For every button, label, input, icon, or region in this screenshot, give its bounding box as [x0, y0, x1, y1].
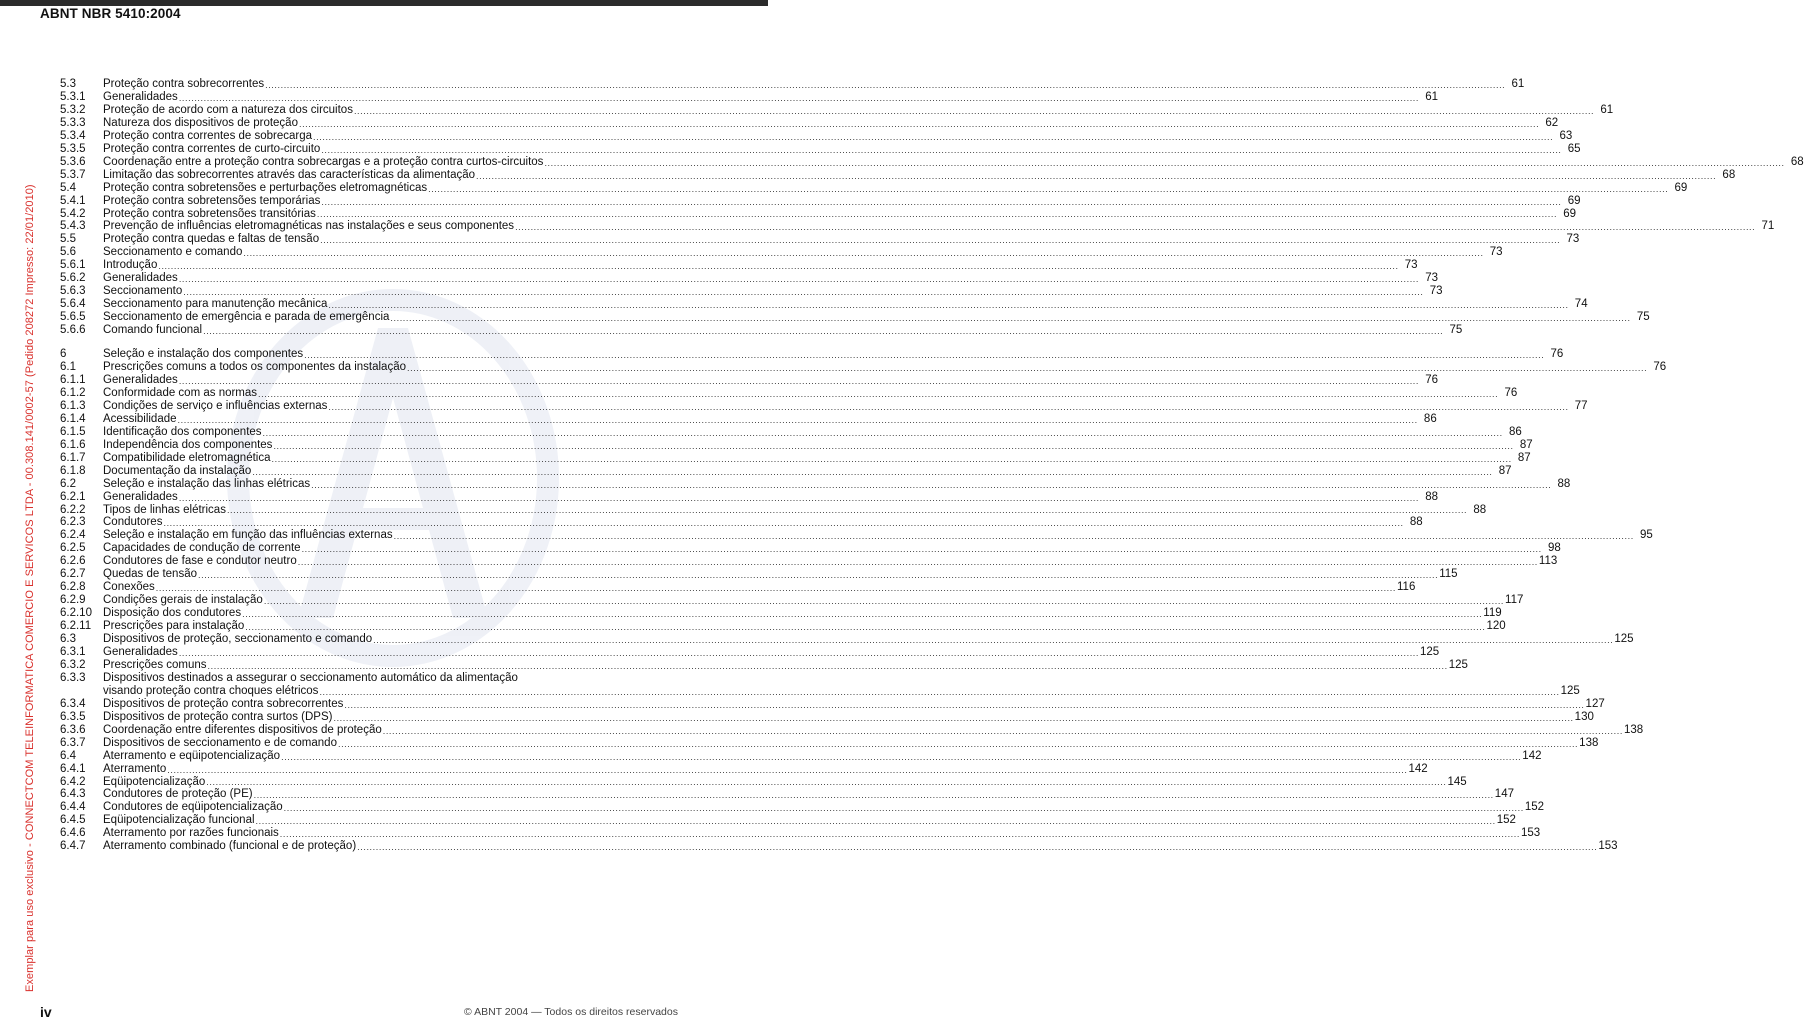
toc-entry-page: 147	[1494, 788, 1514, 801]
toc-entry-number: 5.6.5	[60, 311, 86, 324]
toc-entry[interactable]	[60, 259, 1418, 272]
toc-entry[interactable]	[60, 116, 1559, 130]
toc-entry-title: Eqüipotencialização	[103, 775, 206, 788]
toc-entry-page: 117	[1505, 594, 1524, 607]
toc-dot-leader: ................................................................................................................................................................................................................................................................................................................................................................................................................	[544, 157, 1785, 168]
toc-dot-leader: ................................................................................................................................................................................................................................................................................................................................................................................................................	[320, 235, 1561, 246]
toc-dot-leader: ................................................................................................................................................................................................................................................................................................................................................................................................................	[321, 144, 1562, 155]
toc-entry-page: 125	[1448, 658, 1468, 671]
toc-entry[interactable]	[60, 620, 1506, 633]
toc-entry-page: 87	[1517, 451, 1531, 464]
toc-dot-leader: ................................................................................................................................................................................................................................................................................................................................................................................................................	[297, 557, 1538, 568]
toc-entry-title: Generalidades	[103, 90, 178, 103]
toc-entry[interactable]	[60, 671, 1580, 698]
toc-dot-leader: ................................................................................................................................................................................................................................................................................................................................................................................................................	[178, 92, 1420, 103]
toc-dot-leader: ................................................................................................................................................................................................................................................................................................................................................................................................................	[177, 414, 1418, 425]
toc-entry-number: 6.4.4	[60, 801, 86, 814]
toc-dot-leader: ................................................................................................................................................................................................................................................................................................................................................................................................................	[428, 183, 1669, 194]
toc-entry-number: 6.4.2	[60, 775, 86, 788]
toc-dot-leader: ................................................................................................................................................................................................................................................................................................................................................................................................................	[178, 647, 1420, 658]
toc-entry-page: 87	[1498, 464, 1512, 477]
toc-entry-title: Proteção contra sobretensões transitórias	[103, 207, 316, 220]
toc-entry-title: Proteção contra sobrecorrentes	[103, 78, 265, 90]
toc-entry-page: 88	[1557, 477, 1571, 490]
toc-entry-number: 6.2.1	[60, 490, 86, 503]
toc-entry-number: 5.5	[60, 233, 76, 246]
toc-entry-page: 73	[1566, 233, 1580, 246]
toc-dot-leader: ................................................................................................................................................................................................................................................................................................................................................................................................................	[245, 622, 1486, 633]
toc-dot-leader: ................................................................................................................................................................................................................................................................................................................................................................................................................	[515, 222, 1756, 233]
toc-entry[interactable]	[60, 373, 1439, 387]
toc-entry-page: 69	[1674, 181, 1688, 194]
toc-entry-title: Conexões	[103, 581, 155, 594]
toc-entry-page: 77	[1574, 399, 1588, 412]
toc-dot-leader: ................................................................................................................................................................................................................................................................................................................................................................................................................	[281, 751, 1522, 762]
toc-entry-number: 6.4.5	[60, 814, 86, 827]
toc-entry-page: 86	[1508, 425, 1522, 438]
toc-entry-number: 6.1.5	[60, 425, 86, 438]
toc-entry[interactable]	[60, 633, 1634, 646]
toc-entry-page: 120	[1486, 620, 1506, 633]
toc-entry-number: 6.4.7	[60, 840, 86, 853]
toc-entry[interactable]	[60, 490, 1439, 504]
toc-entry-title: Generalidades	[103, 490, 178, 503]
toc-dot-leader: ................................................................................................................................................................................................................................................................................................................................................................................................................	[313, 131, 1554, 142]
toc-entry-number: 6.1.2	[60, 386, 86, 399]
toc-entry-page: 127	[1585, 697, 1605, 710]
toc-entry-title: Seccionamento de emergência e parada de emergência	[103, 311, 390, 324]
toc-entry[interactable]	[60, 840, 1618, 853]
toc-entry-number: 6.2.6	[60, 555, 86, 568]
toc-entry-number: 6.4.6	[60, 827, 86, 840]
toc-entry-page: 125	[1420, 645, 1440, 658]
toc-dot-leader: ................................................................................................................................................................................................................................................................................................................................................................................................................	[255, 816, 1496, 827]
toc-entry[interactable]	[60, 78, 1525, 91]
toc-entry-page: 138	[1579, 736, 1599, 749]
toc-entry-title: Dispositivos de proteção, seccionamento e comando	[103, 633, 373, 646]
toc-entry-title: Generalidades	[103, 645, 178, 658]
toc-entry-title: Seleção e instalação dos componentes	[103, 348, 304, 361]
toc-dot-leader: ................................................................................................................................................................................................................................................................................................................................................................................................................	[279, 829, 1520, 840]
side-watermark: Exemplar para uso exclusivo - CONNECTCOM TELEINFORMATICA COMERCIO E SERVICOS LTDA - 00.308.141/0002-57 (Pedido 208272 Impresso: 22/01/2010)	[24, 184, 36, 992]
toc-entry[interactable]	[60, 194, 1581, 208]
toc-entry-page: 142	[1408, 762, 1428, 775]
toc-dot-leader: ................................................................................................................................................................................................................................................................................................................................................................................................................	[253, 790, 1494, 801]
toc-entry-title: Independência dos componentes	[103, 438, 273, 451]
toc-entry-number: 5.3.7	[60, 168, 86, 181]
toc-entry-title: Eqüipotencialização funcional	[103, 814, 255, 827]
toc-entry-title: Proteção contra correntes de curto-circuito	[103, 142, 321, 155]
toc-entry-title: Identificação dos componentes	[103, 425, 262, 438]
toc-entry-page: 152	[1496, 814, 1516, 827]
footer-copyright: © ABNT 2004 — Todos os direitos reservados	[464, 1006, 678, 1018]
toc-entry[interactable]	[60, 775, 1467, 789]
toc-entry[interactable]	[60, 311, 1650, 324]
toc-entry-number: 6.2.7	[60, 568, 86, 581]
toc-dot-leader: ................................................................................................................................................................................................................................................................................................................................................................................................................	[203, 326, 1444, 337]
toc-dot-leader: ................................................................................................................................................................................................................................................................................................................................................................................................................	[390, 313, 1631, 324]
toc-entry-title: Disposição dos condutores	[103, 607, 242, 620]
toc-entry-number: 5.3	[60, 78, 76, 90]
toc-entry[interactable]	[60, 103, 1614, 117]
toc-entry-number: 6.4.3	[60, 788, 86, 801]
toc-entry[interactable]	[60, 736, 1599, 750]
toc-entry[interactable]	[60, 568, 1458, 581]
toc-entry[interactable]	[60, 607, 1502, 620]
toc-entry[interactable]	[60, 503, 1487, 517]
toc-dot-leader: ................................................................................................................................................................................................................................................................................................................................................................................................................	[243, 248, 1484, 259]
toc-entry-number: 6.3.1	[60, 645, 86, 658]
toc-entry-number: 6.1.7	[60, 451, 86, 464]
toc-entry[interactable]	[60, 181, 1688, 195]
toc-entry-page: 145	[1447, 775, 1467, 788]
toc-entry-title: Generalidades	[103, 272, 178, 285]
toc-entry-number: 6.1.6	[60, 438, 86, 451]
toc-entry-title: Condutores	[103, 516, 163, 529]
toc-entry-number: 5.6.4	[60, 298, 86, 311]
toc-entry-title: Capacidades de condução de corrente	[103, 542, 301, 555]
toc-entry-number: 6.3.7	[60, 736, 86, 749]
toc-dot-leader: ................................................................................................................................................................................................................................................................................................................................................................................................................	[328, 401, 1569, 412]
toc-entry-number: 6.3	[60, 633, 76, 646]
toc-entry-number: 6.4	[60, 749, 76, 762]
toc-entry-page: 68	[1722, 168, 1736, 181]
toc-entry-number: 6.2.3	[60, 516, 86, 529]
toc-entry-page: 113	[1538, 555, 1558, 568]
toc-entry-page: 76	[1653, 361, 1667, 374]
toc-entry-title: Dispositivos de proteção contra surtos (DPS)	[103, 710, 333, 723]
toc-dot-leader: ................................................................................................................................................................................................................................................................................................................................................................................................................	[183, 287, 1424, 298]
toc-dot-leader: ................................................................................................................................................................................................................................................................................................................................................................................................................	[158, 261, 1399, 272]
toc-entry[interactable]	[60, 723, 1644, 737]
toc-entry[interactable]	[60, 129, 1573, 143]
toc-entry-number: 5.3.6	[60, 155, 86, 168]
toc-dot-leader: ................................................................................................................................................................................................................................................................................................................................................................................................................	[301, 544, 1542, 555]
toc-dot-leader: ................................................................................................................................................................................................................................................................................................................................................................................................................	[155, 583, 1396, 594]
toc-entry[interactable]	[60, 788, 1514, 801]
toc-dot-leader: ................................................................................................................................................................................................................................................................................................................................................................................................................	[178, 274, 1420, 285]
toc-dot-leader: ................................................................................................................................................................................................................................................................................................................................................................................................................	[242, 609, 1483, 620]
toc-entry-page: 76	[1504, 386, 1518, 399]
toc-entry-number: 5.4.1	[60, 194, 86, 207]
toc-dot-leader: ................................................................................................................................................................................................................................................................................................................................................................................................................	[316, 209, 1558, 220]
toc-entry-number: 5.6.2	[60, 272, 86, 285]
toc-entry-title: Proteção contra sobretensões e perturbações eletromagnéticas	[103, 181, 428, 194]
toc-entry-title: Generalidades	[103, 373, 178, 386]
toc-entry[interactable]	[60, 142, 1581, 156]
toc-entry[interactable]	[60, 272, 1439, 285]
toc-entry-title: Seccionamento	[103, 285, 183, 298]
toc-entry-title: Condições gerais de instalação	[103, 594, 263, 607]
toc-entry-number: 5.4.3	[60, 220, 86, 233]
toc-dot-leader: ................................................................................................................................................................................................................................................................................................................................................................................................................	[262, 427, 1503, 438]
toc-dot-leader: ................................................................................................................................................................................................................................................................................................................................................................................................................	[178, 492, 1420, 503]
toc-entry-number: 6.3.4	[60, 697, 86, 710]
toc-entry-title: Seccionamento para manutenção mecânica	[103, 298, 328, 311]
toc-entry-title: Aterramento por razões funcionais	[103, 827, 279, 840]
toc-entry-page: 75	[1449, 324, 1463, 337]
toc-entry-number: 5.3.1	[60, 90, 86, 103]
toc-entry-number: 5.6.3	[60, 285, 86, 298]
toc-entry[interactable]	[60, 827, 1541, 840]
toc-entry[interactable]	[60, 412, 1437, 426]
toc-entry-number: 5.4.2	[60, 207, 86, 220]
toc-dot-leader: ................................................................................................................................................................................................................................................................................................................................................................................................................	[321, 196, 1562, 207]
toc-entry-page: 73	[1425, 272, 1439, 285]
toc-entry-page: 71	[1761, 220, 1775, 233]
toc-entry[interactable]	[60, 324, 1463, 337]
toc-entry-page: 61	[1511, 78, 1525, 90]
toc-dot-leader: ................................................................................................................................................................................................................................................................................................................................................................................................................	[271, 453, 1512, 464]
toc-entry-page: 69	[1567, 194, 1581, 207]
toc-entry-title: Dispositivos destinados a assegurar o seccionamento automático da alimentação	[103, 671, 518, 684]
toc-entry-title: Aterramento e eqüipotencialização	[103, 749, 281, 762]
toc-entry-title: Condições de serviço e influências externas	[103, 399, 328, 412]
toc-dot-leader: ................................................................................................................................................................................................................................................................................................................................................................................................................	[311, 479, 1552, 490]
toc-entry[interactable]	[60, 658, 1468, 672]
toc-entry[interactable]	[60, 710, 1594, 724]
toc-entry[interactable]	[60, 155, 1804, 169]
toc-entry-page: 125	[1614, 633, 1634, 646]
toc-entry-number: 5.3.5	[60, 142, 86, 155]
toc-entry[interactable]	[60, 399, 1588, 413]
toc-dot-leader: ................................................................................................................................................................................................................................................................................................................................................................................................................	[373, 634, 1614, 645]
toc-entry-title: Condutores de fase e condutor neutro	[103, 555, 297, 568]
toc-entry-number: 6.2.8	[60, 581, 86, 594]
toc-entry-title: Condutores de eqüipotencialização	[103, 801, 283, 814]
toc-entry-title: Aterramento combinado (funcional e de proteção)	[103, 840, 357, 853]
toc-entry-page: 73	[1404, 259, 1418, 272]
toc-dot-leader: ................................................................................................................................................................................................................................................................................................................................................................................................................	[226, 505, 1468, 516]
toc-entry-page: 65	[1567, 142, 1581, 155]
toc-entry[interactable]	[60, 542, 1561, 555]
toc-entry-number: 6.1	[60, 361, 76, 374]
toc-entry-title: Documentação da instalação	[103, 464, 252, 477]
toc-entry-title: Proteção contra correntes de sobrecarga	[103, 129, 313, 142]
toc-entry-page: 69	[1563, 207, 1577, 220]
toc-entry-number: 6.2	[60, 477, 76, 490]
toc-entry[interactable]	[60, 762, 1428, 776]
toc-entry-page: 87	[1519, 438, 1533, 451]
toc-entry-number: 6.2.9	[60, 594, 86, 607]
toc-entry-title: Coordenação entre diferentes dispositivos de proteção	[103, 723, 382, 736]
toc-entry-page: 98	[1547, 542, 1561, 555]
toc-entry[interactable]	[60, 516, 1423, 529]
toc-entry-number: 5.6.1	[60, 259, 86, 272]
toc-entry[interactable]	[60, 90, 1439, 104]
toc-entry-page: 61	[1425, 90, 1439, 103]
toc-dot-leader: ................................................................................................................................................................................................................................................................................................................................................................................................................	[206, 777, 1447, 788]
toc-entry-title: Proteção de acordo com a natureza dos circuitos	[103, 103, 353, 116]
toc-dot-leader: ................................................................................................................................................................................................................................................................................................................................................................................................................	[407, 362, 1648, 373]
toc-dot-leader: ................................................................................................................................................................................................................................................................................................................................................................................................................	[167, 764, 1408, 775]
toc-entry-page: 125	[1560, 684, 1580, 697]
toc-entry[interactable]	[60, 555, 1558, 568]
toc-dot-leader: ................................................................................................................................................................................................................................................................................................................................................................................................................	[198, 570, 1439, 581]
toc-entry-number: 6.2.5	[60, 542, 86, 555]
toc-entry[interactable]	[60, 285, 1443, 298]
toc-entry[interactable]	[60, 233, 1580, 246]
toc-entry-number: 5.3.4	[60, 129, 86, 142]
toc-entry-title: Proteção contra quedas e faltas de tensão	[103, 233, 320, 246]
toc-entry[interactable]	[60, 697, 1605, 711]
toc-entry-title-continued: visando proteção contra choques elétricos	[103, 684, 319, 697]
toc-entry-number: 6.3.5	[60, 710, 86, 723]
toc-entry[interactable]	[60, 438, 1533, 452]
toc-entry[interactable]	[60, 477, 1571, 491]
toc-entry-number: 5.3.3	[60, 116, 86, 129]
toc-entry-page: 152	[1524, 801, 1545, 814]
toc-entry-page: 130	[1574, 710, 1594, 723]
toc-dot-leader: ................................................................................................................................................................................................................................................................................................................................................................................................................	[298, 118, 1540, 129]
toc-dot-leader: ................................................................................................................................................................................................................................................................................................................................................................................................................	[258, 388, 1499, 399]
toc-dot-leader: ................................................................................................................................................................................................................................................................................................................................................................................................................	[353, 105, 1595, 116]
toc-entry-page: 76	[1550, 348, 1564, 361]
toc-entry-title: Prescrições comuns a todos os componentes da instalação	[103, 361, 406, 374]
table-of-contents	[60, 78, 1804, 853]
toc-entry-title: Quedas de tensão	[103, 568, 197, 581]
toc-dot-leader: ................................................................................................................................................................................................................................................................................................................................................................................................................	[265, 79, 1506, 90]
toc-entry-title: Prevenção de influências eletromagnéticas nas instalações e seus componentes	[103, 220, 515, 233]
toc-dot-leader: ................................................................................................................................................................................................................................................................................................................................................................................................................	[476, 170, 1717, 181]
toc-entry-number: 6.2.10	[60, 607, 92, 620]
toc-entry-title: Limitação das sobrecorrentes através das características da alimentação	[103, 168, 476, 181]
toc-dot-leader: ................................................................................................................................................................................................................................................................................................................................................................................................................	[263, 596, 1505, 607]
toc-entry[interactable]	[60, 749, 1542, 763]
toc-dot-leader: ................................................................................................................................................................................................................................................................................................................................................................................................................	[393, 531, 1634, 542]
toc-entry[interactable]	[60, 425, 1522, 439]
toc-entry[interactable]	[60, 207, 1577, 221]
toc-entry[interactable]	[60, 220, 1775, 233]
toc-entry-title: Acessibilidade	[103, 412, 177, 425]
toc-entry-number: 5.3.2	[60, 103, 86, 116]
document-header: ABNT NBR 5410:2004	[40, 6, 181, 21]
toc-entry[interactable]	[60, 246, 1503, 259]
toc-entry-title: Seleção e instalação das linhas elétricas	[103, 477, 311, 490]
toc-entry-page: 73	[1429, 285, 1443, 298]
toc-entry-number: 5.4	[60, 181, 76, 194]
toc-entry-title: Aterramento	[103, 762, 167, 775]
toc-entry-number: 6.3.2	[60, 658, 86, 671]
toc-entry[interactable]	[60, 814, 1516, 827]
toc-entry[interactable]	[60, 298, 1588, 311]
toc-dot-leader: ................................................................................................................................................................................................................................................................................................................................................................................................................	[344, 699, 1585, 710]
toc-entry[interactable]	[60, 451, 1531, 465]
toc-entry-number: 5.6	[60, 246, 76, 259]
toc-entry[interactable]	[60, 348, 1564, 361]
toc-entry-title: Introdução	[103, 259, 158, 272]
toc-dot-leader: ................................................................................................................................................................................................................................................................................................................................................................................................................	[333, 712, 1574, 723]
toc-dot-leader: ................................................................................................................................................................................................................................................................................................................................................................................................................	[319, 686, 1560, 697]
toc-entry-page: 74	[1574, 298, 1588, 311]
toc-entry-number: 6.1.4	[60, 412, 86, 425]
toc-entry-title: Coordenação entre a proteção contra sobrecargas e a proteção contra curtos-circuitos	[103, 155, 544, 168]
toc-entry-number: 6.3.6	[60, 723, 86, 736]
toc-entry-number: 6.1.1	[60, 373, 86, 386]
toc-dot-leader: ................................................................................................................................................................................................................................................................................................................................................................................................................	[283, 803, 1524, 814]
toc-entry[interactable]	[60, 168, 1736, 182]
toc-entry-number: 6.4.1	[60, 762, 86, 775]
footer-page-number: iv	[40, 1004, 52, 1020]
toc-entry-page: 116	[1397, 581, 1416, 594]
toc-entry-title: Tipos de linhas elétricas	[103, 503, 226, 516]
toc-entry-title: Compatibilidade eletromagnética	[103, 451, 271, 464]
toc-entry-title: Conformidade com as normas	[103, 386, 258, 399]
toc-entry[interactable]	[60, 801, 1545, 814]
toc-entry[interactable]	[60, 594, 1524, 607]
toc-entry-number: 6.1.8	[60, 464, 86, 477]
toc-entry-number: 6.3.3	[60, 671, 86, 684]
toc-entry-title: Seleção e instalação em função das influências externas	[103, 529, 393, 542]
toc-entry-page: 76	[1425, 373, 1439, 386]
toc-entry[interactable]	[60, 581, 1416, 594]
toc-entry-page: 153	[1598, 840, 1618, 853]
toc-entry-number: 6	[60, 348, 67, 361]
toc-entry-number: 6.1.3	[60, 399, 86, 412]
toc-entry-page: 119	[1483, 607, 1502, 620]
toc-entry-title: Comando funcional	[103, 324, 203, 337]
toc-dot-leader: ................................................................................................................................................................................................................................................................................................................................................................................................................	[357, 842, 1598, 853]
toc-dot-leader: ................................................................................................................................................................................................................................................................................................................................................................................................................	[337, 738, 1579, 749]
toc-entry-title: Dispositivos de proteção contra sobrecorrentes	[103, 697, 344, 710]
toc-entry-page: 138	[1623, 723, 1644, 736]
toc-entry-page: 142	[1522, 749, 1542, 762]
toc-entry-title: Condutores de proteção (PE)	[103, 788, 253, 801]
toc-entry-page: 62	[1545, 116, 1559, 129]
toc-dot-leader: ................................................................................................................................................................................................................................................................................................................................................................................................................	[273, 440, 1514, 451]
toc-entry-title: Natureza dos dispositivos de proteção	[103, 116, 298, 129]
toc-entry-page: 75	[1636, 311, 1650, 324]
toc-dot-leader: ................................................................................................................................................................................................................................................................................................................................................................................................................	[382, 725, 1623, 736]
toc-entry[interactable]	[60, 645, 1440, 659]
toc-entry-page: 88	[1425, 490, 1439, 503]
toc-dot-leader: ................................................................................................................................................................................................................................................................................................................................................................................................................	[252, 466, 1493, 477]
toc-entry-number: 6.2.4	[60, 529, 86, 542]
toc-entry-page: 115	[1439, 568, 1458, 581]
toc-entry-page: 68	[1790, 155, 1804, 168]
toc-entry-number: 6.2.11	[60, 620, 92, 633]
toc-entry-page: 61	[1600, 103, 1614, 116]
toc-entry-page: 88	[1473, 503, 1487, 516]
toc-entry-title: Proteção contra sobretensões temporárias	[103, 194, 321, 207]
toc-entry-page: 63	[1559, 129, 1573, 142]
toc-entry-page: 95	[1640, 529, 1653, 542]
toc-dot-leader: ................................................................................................................................................................................................................................................................................................................................................................................................................	[207, 660, 1448, 671]
toc-entry-number: 5.6.6	[60, 324, 86, 337]
toc-entry-title: Seccionamento e comando	[103, 246, 243, 259]
toc-entry-number: 6.2.2	[60, 503, 86, 516]
toc-dot-leader: ................................................................................................................................................................................................................................................................................................................................................................................................................	[163, 518, 1404, 529]
toc-entry-page: 86	[1423, 412, 1437, 425]
toc-entry-title: Prescrições para instalação	[103, 620, 245, 633]
toc-entry[interactable]	[60, 386, 1518, 400]
toc-entry-page: 153	[1521, 827, 1541, 840]
toc-entry[interactable]	[60, 529, 1653, 542]
toc-dot-leader: ................................................................................................................................................................................................................................................................................................................................................................................................................	[178, 375, 1420, 386]
toc-entry-title: Dispositivos de seccionamento e de comando	[103, 736, 337, 749]
toc-entry-page: 73	[1489, 246, 1503, 259]
toc-entry[interactable]	[60, 464, 1512, 478]
toc-dot-leader: ................................................................................................................................................................................................................................................................................................................................................................................................................	[304, 350, 1545, 361]
toc-entry[interactable]	[60, 361, 1667, 374]
toc-dot-leader: ................................................................................................................................................................................................................................................................................................................................................................................................................	[328, 300, 1569, 311]
toc-entry-title: Prescrições comuns	[103, 658, 207, 671]
toc-entry-page: 88	[1409, 516, 1423, 529]
